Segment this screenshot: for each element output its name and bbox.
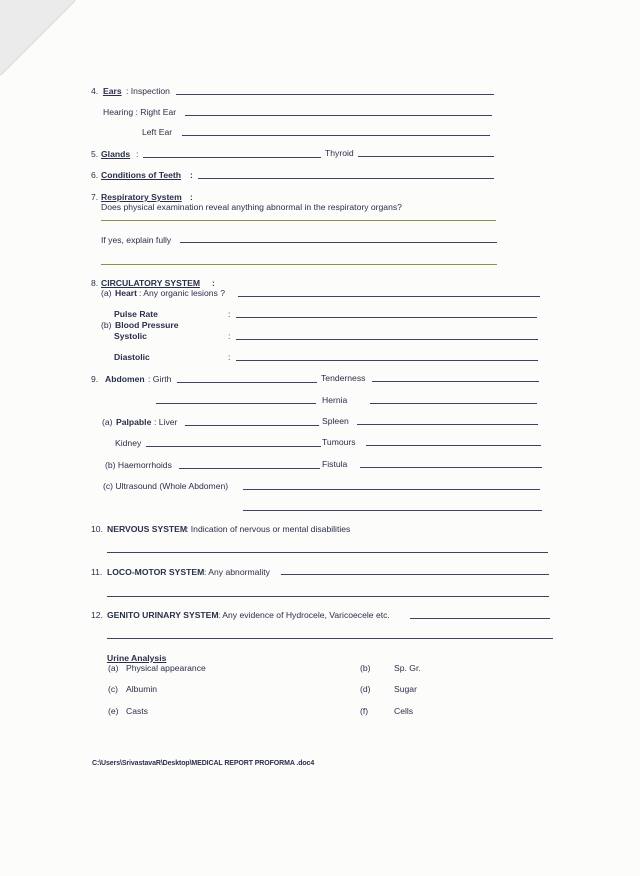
spleen-field[interactable] xyxy=(357,424,538,425)
explain-label: If yes, explain fully xyxy=(101,235,172,245)
section-6-number: 6. xyxy=(91,170,99,180)
nervous-heading: NERVOUS SYSTEM xyxy=(107,524,188,534)
haemorrhoids-label: (b) Haemorrhoids xyxy=(105,460,172,470)
thyroid-field[interactable] xyxy=(358,156,494,157)
urine-c-letter: (c) xyxy=(108,684,119,694)
section-10-number: 10. xyxy=(91,524,103,534)
ears-inspection-field[interactable] xyxy=(176,94,494,95)
respiratory-question: Does physical examination reveal anything abnormal in the respiratory organs? xyxy=(101,202,402,212)
urine-analysis-heading: Urine Analysis xyxy=(107,653,167,663)
urine-sp-gr: Sp. Gr. xyxy=(394,663,421,673)
loco-field[interactable] xyxy=(281,574,549,575)
ultrasound-label: (c) Ultrasound (Whole Abdomen) xyxy=(103,481,229,491)
pulse-colon: : xyxy=(228,309,231,319)
tumours-label: Tumours xyxy=(322,437,356,447)
ears-heading: Ears xyxy=(103,86,122,96)
systolic-label: Systolic xyxy=(114,331,147,341)
urine-cells: Cells xyxy=(394,706,414,716)
fistula-label: Fistula xyxy=(322,459,348,469)
section-7-number: 7. xyxy=(91,192,99,202)
teeth-colon: : xyxy=(190,170,193,180)
spleen-label: Spleen xyxy=(322,416,349,426)
urine-b-letter: (b) xyxy=(360,663,371,673)
section-12-number: 12. xyxy=(91,610,103,620)
footer-file-path: C:\Users\SrivastavaR\Desktop\MEDICAL REPORT PROFORMA .doc4 xyxy=(92,760,315,767)
diastolic-colon: : xyxy=(228,352,231,362)
kidney-field[interactable] xyxy=(146,446,321,447)
urine-e-letter: (e) xyxy=(108,706,119,716)
explain-field-2[interactable] xyxy=(101,264,497,265)
girth-label: : Girth xyxy=(148,374,172,384)
haemorrhoids-field[interactable] xyxy=(179,468,320,469)
urine-a-letter: (a) xyxy=(108,663,119,673)
urine-casts: Casts xyxy=(126,706,148,716)
pulse-rate-label: Pulse Rate xyxy=(114,309,158,319)
heart-question: : Any organic lesions ? xyxy=(139,288,225,298)
blood-pressure-label: Blood Pressure xyxy=(115,320,179,330)
glands-colon: : xyxy=(136,149,139,159)
ultrasound-field[interactable] xyxy=(243,489,540,490)
glands-heading: Glands xyxy=(101,149,131,159)
heart-label: Heart xyxy=(115,288,137,298)
respiratory-colon: : xyxy=(190,192,193,202)
circulatory-heading: CIRCULATORY SYSTEM xyxy=(101,278,200,288)
girth-field[interactable] xyxy=(177,382,317,383)
thyroid-label: Thyroid xyxy=(325,148,354,158)
liver-label: : Liver xyxy=(154,417,178,427)
loco-text: : Any abnormality xyxy=(204,567,270,577)
urine-sugar: Sugar xyxy=(394,684,417,694)
urine-f-letter: (f) xyxy=(360,706,369,716)
genito-heading: GENITO URINARY SYSTEM xyxy=(107,610,219,620)
section-9-number: 9. xyxy=(91,374,99,384)
section-11-number: 11. xyxy=(91,567,103,577)
explain-field[interactable] xyxy=(180,242,497,243)
genito-text: : Any evidence of Hydrocele, Varicoecele etc. xyxy=(218,610,390,620)
teeth-field[interactable] xyxy=(198,178,494,179)
systolic-colon: : xyxy=(228,331,231,341)
section-8-number: 8. xyxy=(91,278,99,288)
bp-prefix: (b) xyxy=(101,320,112,330)
hernia-field[interactable] xyxy=(370,403,537,404)
circulatory-colon: : xyxy=(212,278,215,288)
section-5-number: 5. xyxy=(91,149,99,159)
systolic-field[interactable] xyxy=(236,339,538,340)
glands-field[interactable] xyxy=(143,157,321,158)
nervous-field[interactable] xyxy=(107,552,548,553)
urine-d-letter: (d) xyxy=(360,684,371,694)
palpable-label: Palpable xyxy=(116,417,152,427)
respiratory-answer-field[interactable] xyxy=(101,220,496,221)
right-ear-field[interactable] xyxy=(185,115,492,116)
genito-field[interactable] xyxy=(410,618,550,619)
tenderness-label: Tenderness xyxy=(321,373,366,383)
heart-prefix: (a) xyxy=(101,288,112,298)
respiratory-heading: Respiratory System xyxy=(101,192,182,202)
fistula-field[interactable] xyxy=(360,467,542,468)
urine-physical-appearance: Physical appearance xyxy=(126,663,206,673)
urine-albumin: Albumin xyxy=(126,684,158,694)
palpable-prefix: (a) xyxy=(102,417,113,427)
abdomen-heading: Abdomen xyxy=(105,374,145,384)
heart-field[interactable] xyxy=(238,296,540,297)
loco-field-2[interactable] xyxy=(107,596,549,597)
genito-field-2[interactable] xyxy=(107,638,553,639)
kidney-label: Kidney xyxy=(115,438,142,448)
nervous-text: : Indication of nervous or mental disabilities xyxy=(186,524,351,534)
left-ear-label: Left Ear xyxy=(142,127,173,137)
tenderness-field[interactable] xyxy=(372,381,539,382)
teeth-heading: Conditions of Teeth xyxy=(101,170,182,180)
ears-inspection-label: : Inspection xyxy=(126,86,170,96)
ultrasound-field-2[interactable] xyxy=(243,510,542,511)
diastolic-label: Diastolic xyxy=(114,352,150,362)
liver-field[interactable] xyxy=(185,425,319,426)
diastolic-field[interactable] xyxy=(236,360,538,361)
section-4-number: 4. xyxy=(91,86,99,96)
tumours-field[interactable] xyxy=(366,445,541,446)
loco-heading: LOCO-MOTOR SYSTEM xyxy=(107,567,205,577)
pulse-rate-field[interactable] xyxy=(236,317,537,318)
girth-field-2[interactable] xyxy=(156,403,316,404)
hernia-label: Hernia xyxy=(322,395,348,405)
left-ear-field[interactable] xyxy=(182,135,490,136)
hearing-right-ear-label: Hearing : Right Ear xyxy=(103,107,177,117)
